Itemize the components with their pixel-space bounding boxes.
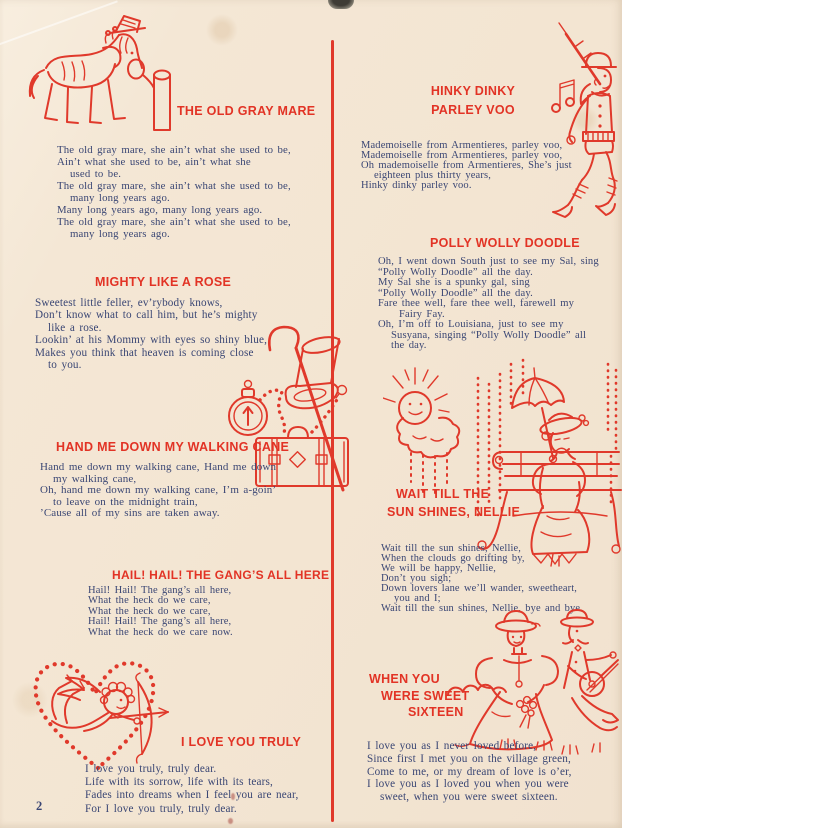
lyric-line: Hinky dinky parley voo.	[361, 180, 472, 192]
lyric-line: Fairy Fay.	[399, 308, 445, 320]
lyric-line: Mademoiselle from Armentieres, parley voo,	[361, 150, 563, 162]
ink-smudge	[228, 818, 233, 824]
song-title-nellie-line2: SUN SHINES, NELLIE	[387, 505, 521, 519]
song-lyrics-hinky-dinky	[361, 141, 572, 191]
lyric-line: Since first I met you on the village green,	[367, 752, 571, 765]
lyric-line: What the heck do we care now.	[88, 626, 233, 638]
lyric-line: I love you truly, truly dear.	[85, 763, 217, 775]
lyric-line: Oh, hand me down my walking cane, I’m a-goin’	[40, 484, 277, 497]
lyric-line: What the heck do we care,	[88, 605, 211, 617]
lyric-line: The old gray mare, she ain’t what she used to be,	[57, 216, 291, 228]
song-title-sweet-sixteen-line1: WHEN YOU	[369, 672, 440, 686]
lyric-line: like a rose.	[48, 321, 102, 334]
binding-hole	[328, 0, 354, 9]
song-lyrics-old-gray-mare	[57, 144, 291, 240]
lyric-line: Mademoiselle from Armentieres, parley voo,	[361, 140, 563, 151]
lyric-line: Life with its sorrow, life with its tears,	[85, 776, 273, 789]
lyric-line: What the heck do we care,	[88, 595, 211, 607]
song-title-gangs-all-here: HAIL! HAIL! THE GANG’S ALL HERE	[112, 568, 330, 582]
courting-couple-illustration	[434, 608, 622, 758]
song-title-walking-cane: HAND ME DOWN MY WALKING CANE	[56, 440, 290, 454]
lyric-line: For I love you truly, truly dear.	[85, 802, 237, 815]
lyric-line: Makes you think that heaven is coming close	[35, 346, 254, 359]
lyric-line: Hand me down my walking cane, Hand me down	[40, 461, 277, 473]
lyric-line: My Sal she is a spunky gal, sing	[378, 277, 530, 288]
title-line: PARLEY VOO	[431, 102, 515, 117]
song-title-sweet-sixteen-line3: SIXTEEN	[408, 705, 464, 719]
ink-smudge	[231, 793, 235, 800]
horse-illustration	[18, 6, 188, 138]
cupid-illustration	[20, 626, 175, 776]
lyric-line: Fare thee well, fare thee well, farewell my	[378, 298, 575, 309]
lyric-line: my walking cane,	[53, 472, 137, 485]
lyric-line: “Polly Wolly Doodle” all the day.	[378, 266, 533, 278]
song-title-nellie-line1: WAIT TILL THE	[396, 487, 490, 501]
lyric-line: Come to me, or my dream of love is o’er,	[367, 765, 572, 778]
song-title-i-love-you-truly: I LOVE YOU TRULY	[181, 735, 302, 749]
lyric-line: many long years ago.	[70, 192, 170, 204]
lyric-line: The old gray mare, she ain’t what she used to be,	[57, 180, 291, 192]
song-title-old-gray-mare: THE OLD GRAY MARE	[177, 104, 316, 118]
lyric-line: Susyana, singing “Polly Wolly Doodle” all	[391, 329, 587, 341]
song-lyrics-walking-cane	[40, 462, 276, 520]
lyric-line: used to be.	[70, 168, 122, 180]
lyric-line: to you.	[48, 359, 82, 372]
lyric-line: Hail! Hail! The gang’s all here,	[88, 616, 232, 628]
song-lyrics-i-love-you-truly	[85, 763, 298, 816]
lyric-line: Lookin’ at his Mommy with eyes so shiny blue,	[35, 334, 268, 347]
song-lyrics-nellie	[381, 544, 583, 614]
lyric-line: Wait till the sun shines, Nellie,	[381, 543, 522, 554]
song-title-sweet-sixteen-line2: WERE SWEET	[381, 689, 470, 703]
lyric-line: to leave on the midnight train,	[53, 495, 198, 508]
lyric-line: many long years ago.	[70, 228, 170, 240]
lyric-line: Oh mademoiselle from Armentieres, She’s just	[361, 160, 572, 172]
song-title-hinky-dinky	[425, 82, 521, 119]
lyric-line: ’Cause all of my sins are taken away.	[40, 507, 220, 520]
lyric-line: We will be happy, Nellie,	[381, 563, 496, 574]
lyric-line: I love you as I never loved before,	[367, 740, 537, 752]
lyric-line: Fades into dreams when I feel you are near,	[85, 789, 299, 802]
lyric-line: Many long years ago, many long years ago.	[57, 204, 263, 216]
lyric-line: Oh, I went down South just to see my Sal, sing	[378, 256, 599, 267]
page-number: 2	[36, 799, 43, 813]
lyric-line: sweet, when you were sweet sixteen.	[380, 791, 558, 804]
lyric-line: you and I;	[394, 593, 441, 604]
lyric-line: Don’t know what to call him, but he’s mighty	[35, 309, 258, 322]
lyric-line: the day.	[391, 340, 427, 351]
lyric-line: “Polly Wolly Doodle” all the day.	[378, 287, 533, 299]
rainy-bench-illustration	[383, 356, 622, 568]
lyric-line: eighteen plus thirty years,	[374, 170, 492, 182]
song-lyrics-polly-wolly-doodle	[378, 257, 599, 352]
lyric-line: I love you as I loved you when you were	[367, 778, 569, 791]
lyric-line: The old gray mare, she ain’t what she used to be,	[57, 144, 291, 156]
lyric-line: Ain’t what she used to be, ain’t what she	[57, 156, 251, 168]
lyric-line: Don’t you sigh;	[381, 573, 452, 584]
lyric-line: Oh, I’m off to Louisiana, just to see my	[378, 319, 564, 330]
song-title-polly-wolly-doodle: POLLY WOLLY DOODLE	[430, 236, 580, 250]
lyric-line: When the clouds go drifting by,	[381, 553, 525, 564]
lyric-line: Wait till the sun shines, Nellie, bye and bye.	[381, 603, 583, 614]
song-title-mighty-like-a-rose: MIGHTY LIKE A ROSE	[95, 275, 232, 289]
lyric-line: Down lovers lane we’ll wander, sweetheart,	[381, 583, 578, 594]
song-lyrics-sweet-sixteen	[367, 740, 572, 804]
title-line: HINKY DINKY	[430, 84, 516, 98]
lyric-line: Sweetest little feller, ev’rybody knows,	[35, 297, 223, 309]
lyric-line: Hail! Hail! The gang’s all here,	[88, 585, 232, 596]
